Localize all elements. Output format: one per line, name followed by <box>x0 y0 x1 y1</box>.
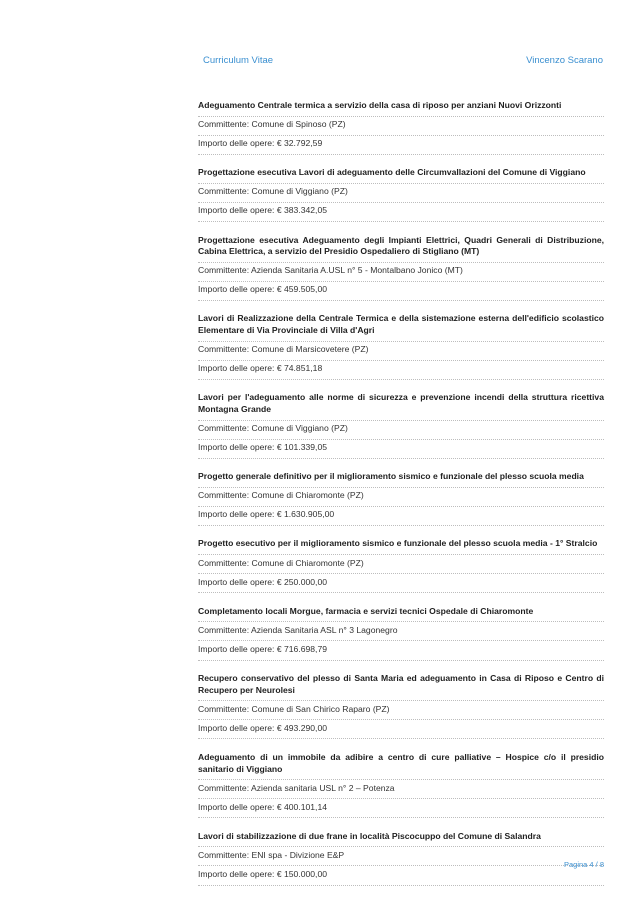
project-client: Committente: Comune di Spinoso (PZ) <box>198 119 346 130</box>
project-amount: Importo delle opere: € 383.342,05 <box>198 205 327 216</box>
divider <box>198 341 604 342</box>
project-title: Adeguamento di un immobile da adibire a centro di cure palliative – Hospice c/o il presidio sanitario di Viggiano <box>198 751 604 774</box>
divider <box>198 640 604 641</box>
project-amount: Importo delle opere: € 250.000,00 <box>198 576 327 587</box>
project-amount: Importo delle opere: € 716.698,79 <box>198 643 327 654</box>
project-entry <box>198 831 604 886</box>
divider <box>198 660 604 661</box>
project-amount: Importo delle opere: € 101.339,05 <box>198 442 327 453</box>
project-client: Committente: Azienda Sanitaria A.USL n° 5 - Montalbano Jonico (MT) <box>198 265 463 276</box>
project-amount: Importo delle opere: € 1.630.905,00 <box>198 509 335 520</box>
project-title: Lavori di Realizzazione della Centrale Termica e della sistemazione esterna dell'edificio scolastico Elementare di Via Provinciale di Villa d'Agri <box>198 313 604 336</box>
page-number: Pagina 4 / 8 <box>563 860 604 869</box>
project-client: Committente: Azienda sanitaria USL n° 2 – Potenza <box>198 782 395 793</box>
project-client: Committente: Comune di Viggiano (PZ) <box>198 423 348 433</box>
project-title: Completamento locali Morgue, farmacia e servizi tecnici Ospedale di Chiaromonte <box>198 605 534 616</box>
divider <box>198 300 604 301</box>
project-entry <box>198 673 604 739</box>
divider <box>198 262 604 263</box>
project-client: Committente: Comune di Chiaromonte (PZ) <box>198 557 364 568</box>
project-amount: Importo delle opere: € 459.505,00 <box>198 284 327 295</box>
divider <box>198 525 604 526</box>
project-entry <box>198 100 604 155</box>
project-title: Recupero conservativo del plesso di Santa Maria ed adeguamento in Casa di Riposo e Centro di Recupero per Neurolesi <box>198 673 604 695</box>
project-entry <box>198 606 604 661</box>
document-title: Curriculum Vitae <box>203 55 274 66</box>
divider <box>198 738 604 739</box>
project-entry <box>198 752 604 818</box>
project-title: Lavori per l'adeguamento alle norme di sicurezza e prevenzione incendi della struttura ricettiva Montagna Grande <box>198 392 604 414</box>
divider <box>198 554 604 555</box>
project-title: Lavori di stabilizzazione di due frane in località Piscocuppo del Comune di Salandra <box>198 830 541 841</box>
divider <box>198 183 604 184</box>
divider <box>198 779 604 780</box>
divider <box>198 885 604 886</box>
project-amount: Importo delle opere: € 493.290,00 <box>198 722 327 733</box>
project-client: Committente: Comune di San Chirico Raparo (PZ) <box>198 703 390 714</box>
divider <box>198 700 604 701</box>
divider <box>198 487 604 488</box>
project-entry <box>198 471 604 526</box>
project-client: Committente: ENI spa - Divizione E&P <box>198 849 345 860</box>
project-list <box>198 100 604 898</box>
divider <box>198 420 604 421</box>
project-entry <box>198 167 604 222</box>
divider <box>198 865 604 866</box>
divider <box>198 798 604 799</box>
project-entry <box>198 538 604 593</box>
divider <box>198 592 604 593</box>
divider <box>198 817 604 818</box>
divider <box>198 116 604 117</box>
page-header <box>203 55 603 69</box>
project-entry <box>198 313 604 379</box>
divider <box>198 458 604 459</box>
project-title: Adeguamento Centrale termica a servizio della casa di riposo per anziani Nuovi Orizzonti <box>198 100 562 110</box>
project-client: Committente: Comune di Marsicovetere (PZ) <box>198 344 369 355</box>
project-entry <box>198 392 604 458</box>
project-client: Committente: Comune di Viggiano (PZ) <box>198 186 348 197</box>
divider <box>198 202 604 203</box>
divider <box>198 221 604 222</box>
divider <box>198 281 604 282</box>
divider <box>198 154 604 155</box>
author-name: Vincenzo Scarano <box>526 55 603 66</box>
project-title: Progetto generale definitivo per il miglioramento sismico e funzionale del plesso scuola media <box>198 471 584 482</box>
divider <box>198 719 604 720</box>
project-title: Progettazione esecutiva Lavori di adeguamento delle Circumvallazioni del Comune di Viggiano <box>198 167 586 178</box>
project-title: Progetto esecutivo per il miglioramento sismico e funzionale del plesso scuola media - 1° Stralcio <box>198 538 598 549</box>
divider <box>198 379 604 380</box>
divider <box>198 439 604 440</box>
project-client: Committente: Comune di Chiaromonte (PZ) <box>198 490 364 501</box>
divider <box>198 506 604 507</box>
project-title: Progettazione esecutiva Adeguamento degli Impianti Elettrici, Quadri Generali di Distribuzione, Cabina Elettrica, a servizio del Presidio Ospedaliero di Stigliano (MT) <box>198 234 604 257</box>
divider <box>198 360 604 361</box>
divider <box>198 846 604 847</box>
project-entry <box>198 235 604 301</box>
divider <box>198 573 604 574</box>
project-amount: Importo delle opere: € 74.851,18 <box>198 363 323 374</box>
project-amount: Importo delle opere: € 32.792,59 <box>198 138 323 149</box>
project-amount: Importo delle opere: € 400.101,14 <box>198 801 327 812</box>
project-client: Committente: Azienda Sanitaria ASL n° 3 Lagonegro <box>198 624 398 635</box>
divider <box>198 621 604 622</box>
project-amount: Importo delle opere: € 150.000,00 <box>198 868 327 879</box>
divider <box>198 135 604 136</box>
